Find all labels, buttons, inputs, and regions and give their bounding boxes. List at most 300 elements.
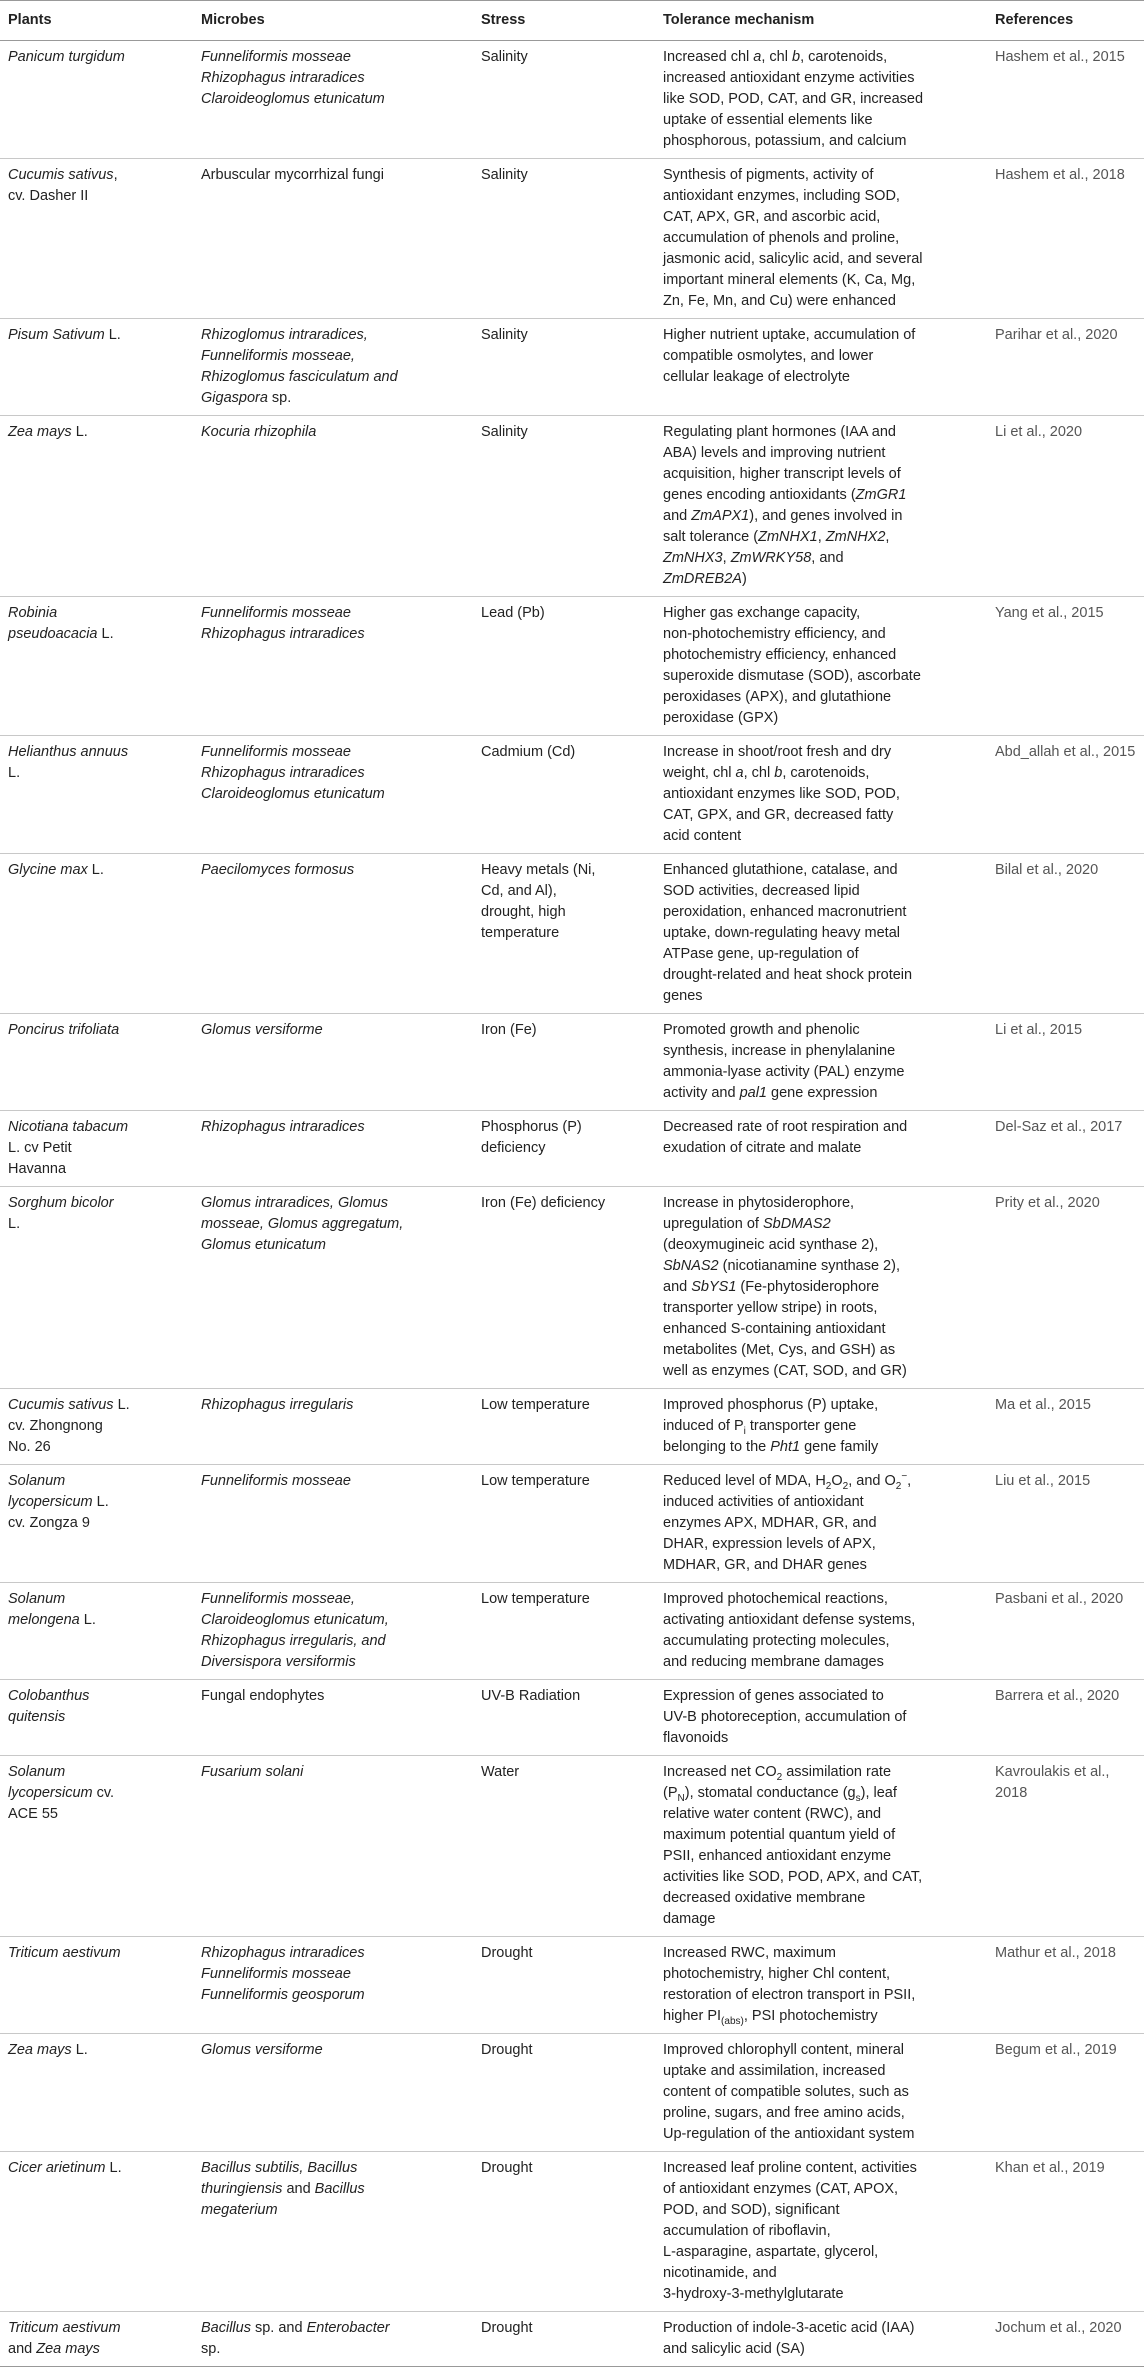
cell-stress-line: Drought bbox=[481, 2042, 533, 2058]
cell-mechanism-line: Higher nutrient uptake, accumulation of bbox=[663, 327, 916, 343]
cell-plant bbox=[0, 1583, 193, 1680]
cell-mechanism-line: synthesis, increase in phenylalanine bbox=[663, 1043, 896, 1059]
cell-plant-line: Triticum aestivum bbox=[8, 1945, 121, 1961]
cell-mechanism-line: POD, and SOD), significant bbox=[663, 2202, 840, 2218]
cell-plant-line: cv. Zhongnong bbox=[8, 1418, 103, 1434]
cell-reference bbox=[987, 1014, 1144, 1111]
cell-microbes bbox=[193, 416, 473, 597]
cell-microbes bbox=[193, 1937, 473, 2034]
cell-reference bbox=[987, 854, 1144, 1014]
cell-reference-line: Bilal et al., 2020 bbox=[995, 862, 1099, 878]
cell-microbes-line: Claroideoglomus etunicatum bbox=[201, 91, 385, 107]
cell-plant-line: cv. Zongza 9 bbox=[8, 1515, 90, 1531]
cell-microbes-line: Rhizophagus intraradices bbox=[201, 626, 365, 642]
cell-mechanism-line: transporter yellow stripe) in roots, bbox=[663, 1300, 878, 1316]
cell-microbes-line: Funneliformis mosseae bbox=[201, 1473, 351, 1489]
cell-plant bbox=[0, 1680, 193, 1756]
cell-plant bbox=[0, 597, 193, 736]
cell-stress-line: Drought bbox=[481, 2320, 533, 2336]
table-row bbox=[0, 1389, 1144, 1465]
cell-mechanism-line: ZmDREB2A) bbox=[663, 571, 747, 587]
cell-stress bbox=[473, 2152, 655, 2312]
cell-mechanism-line: maximum potential quantum yield of bbox=[663, 1827, 896, 1843]
cell-plant-line: L. bbox=[8, 1216, 21, 1232]
cell-plant-line: quitensis bbox=[8, 1709, 66, 1725]
table-row bbox=[0, 2312, 1144, 2367]
cell-mechanism bbox=[655, 1389, 987, 1465]
header-stress: Stress bbox=[473, 1, 655, 41]
cell-microbes-line: Funneliformis geosporum bbox=[201, 1987, 365, 2003]
cell-reference-line: Del-Saz et al., 2017 bbox=[995, 1119, 1123, 1135]
cell-microbes bbox=[193, 1465, 473, 1583]
cell-stress-line: Cd, and Al), bbox=[481, 883, 557, 899]
cell-stress-line: Low temperature bbox=[481, 1591, 590, 1607]
cell-plant-line: lycopersicum L. bbox=[8, 1494, 109, 1510]
cell-mechanism-line: enzymes APX, MDHAR, GR, and bbox=[663, 1515, 877, 1531]
cell-mechanism-line: peroxidation, enhanced macronutrient bbox=[663, 904, 907, 920]
cell-mechanism bbox=[655, 2034, 987, 2152]
cell-mechanism-line: $(P_N)$, stomatal conductance $(g_s)$, leaf bbox=[663, 1785, 897, 1804]
cell-reference bbox=[987, 2312, 1144, 2367]
cell-mechanism-line: PSII, enhanced antioxidant enzyme bbox=[663, 1848, 892, 1864]
cell-mechanism-line: SbNAS2 (nicotianamine synthase 2), bbox=[663, 1258, 900, 1274]
cell-mechanism-line: activities like SOD, POD, APX, and CAT, bbox=[663, 1869, 923, 1885]
cell-mechanism bbox=[655, 1583, 987, 1680]
cell-reference bbox=[987, 319, 1144, 416]
cell-microbes-line: mosseae, Glomus aggregatum, bbox=[201, 1216, 404, 1232]
cell-microbes-line: Arbuscular mycorrhizal fungi bbox=[201, 167, 384, 183]
cell-reference-line: Hashem et al., 2018 bbox=[995, 167, 1125, 183]
cell-microbes-line: thuringiensis and Bacillus bbox=[201, 2181, 365, 2197]
cell-stress bbox=[473, 319, 655, 416]
cell-microbes-line: Diversispora versiformis bbox=[201, 1654, 356, 1670]
cell-microbes-line: Fusarium solani bbox=[201, 1764, 304, 1780]
cell-reference-line: Mathur et al., 2018 bbox=[995, 1945, 1116, 1961]
cell-mechanism bbox=[655, 41, 987, 159]
cell-mechanism-line: compatible osmolytes, and lower bbox=[663, 348, 874, 364]
table-row bbox=[0, 736, 1144, 854]
cell-mechanism-line: uptake, down-regulating heavy metal bbox=[663, 925, 900, 941]
cell-mechanism-line: Improved chlorophyll content, mineral bbox=[663, 2042, 904, 2058]
cell-stress bbox=[473, 41, 655, 159]
cell-mechanism-line: peroxidase (GPX) bbox=[663, 710, 779, 726]
cell-mechanism-line: Increased chl a, chl b, carotenoids, bbox=[663, 49, 888, 65]
cell-microbes-line: Funneliformis mosseae bbox=[201, 605, 351, 621]
cell-mechanism bbox=[655, 2152, 987, 2312]
cell-mechanism-line: Increase in shoot/root fresh and dry bbox=[663, 744, 892, 760]
cell-plant-line: pseudoacacia L. bbox=[8, 626, 114, 642]
cell-reference-line: Hashem et al., 2015 bbox=[995, 49, 1125, 65]
cell-mechanism-line: metabolites (Met, Cys, and GSH) as bbox=[663, 1342, 896, 1358]
cell-plant-line: melongena L. bbox=[8, 1612, 96, 1628]
table-body bbox=[0, 41, 1144, 2367]
cell-mechanism-line: important mineral elements (K, Ca, Mg, bbox=[663, 272, 916, 288]
cell-plant-line: Cucumis sativus, bbox=[8, 167, 118, 183]
cell-stress-line: Water bbox=[481, 1764, 520, 1780]
cell-plant-line: Cucumis sativus L. bbox=[8, 1397, 130, 1413]
cell-plant-line: lycopersicum cv. bbox=[8, 1785, 115, 1801]
cell-reference bbox=[987, 1389, 1144, 1465]
cell-mechanism-line: Increased RWC, maximum bbox=[663, 1945, 836, 1961]
cell-mechanism-line: damage bbox=[663, 1911, 716, 1927]
cell-plant-line: Helianthus annuus bbox=[8, 744, 129, 760]
cell-mechanism-line: ATPase gene, up-regulation of bbox=[663, 946, 859, 962]
cell-mechanism-line: Increased leaf proline content, activities bbox=[663, 2160, 917, 2176]
cell-mechanism-line: activating antioxidant defense systems, bbox=[663, 1612, 916, 1628]
cell-reference-line: Li et al., 2015 bbox=[995, 1022, 1083, 1038]
cell-mechanism bbox=[655, 1014, 987, 1111]
cell-reference bbox=[987, 1680, 1144, 1756]
cell-microbes-line: Claroideoglomus etunicatum bbox=[201, 786, 385, 802]
cell-microbes-line: Rhizophagus irregularis bbox=[201, 1397, 354, 1413]
cell-plant-line: Solanum bbox=[8, 1473, 66, 1489]
cell-plant-line: Triticum aestivum bbox=[8, 2320, 121, 2336]
cell-stress bbox=[473, 736, 655, 854]
cell-mechanism-line: CAT, APX, GR, and ascorbic acid, bbox=[663, 209, 881, 225]
table-row bbox=[0, 854, 1144, 1014]
cell-mechanism-line: jasmonic acid, salicylic acid, and several bbox=[663, 251, 923, 267]
cell-plant-line: Sorghum bicolor bbox=[8, 1195, 114, 1211]
cell-microbes bbox=[193, 1187, 473, 1389]
cell-mechanism bbox=[655, 1680, 987, 1756]
cell-mechanism bbox=[655, 736, 987, 854]
cell-mechanism-line: CAT, GPX, and GR, decreased fatty bbox=[663, 807, 894, 823]
cell-mechanism-line: Increase in phytosiderophore, bbox=[663, 1195, 855, 1211]
table-row bbox=[0, 319, 1144, 416]
cell-stress-line: Phosphorus (P) bbox=[481, 1119, 582, 1135]
cell-reference-line: Pasbani et al., 2020 bbox=[995, 1591, 1124, 1607]
cell-mechanism bbox=[655, 854, 987, 1014]
cell-mechanism-line: accumulation of riboflavin, bbox=[663, 2223, 831, 2239]
cell-mechanism bbox=[655, 2312, 987, 2367]
cell-plant bbox=[0, 1014, 193, 1111]
cell-reference bbox=[987, 41, 1144, 159]
table-row bbox=[0, 159, 1144, 319]
cell-reference-line: Kavroulakis et al., bbox=[995, 1764, 1110, 1780]
cell-mechanism bbox=[655, 597, 987, 736]
cell-mechanism-line: induced activities of antioxidant bbox=[663, 1494, 864, 1510]
cell-mechanism-line: drought-related and heat shock protein bbox=[663, 967, 913, 983]
cell-mechanism-line: photochemistry, higher Chl content, bbox=[663, 1966, 891, 1982]
cell-stress-line: Iron (Fe) deficiency bbox=[481, 1195, 606, 1211]
table-row bbox=[0, 2034, 1144, 2152]
cell-microbes-line: Bacillus subtilis, Bacillus bbox=[201, 2160, 358, 2176]
cell-microbes bbox=[193, 2312, 473, 2367]
cell-plant-line: Zea mays L. bbox=[8, 424, 88, 440]
cell-mechanism-line: accumulating protecting molecules, bbox=[663, 1633, 890, 1649]
cell-stress bbox=[473, 159, 655, 319]
cell-reference bbox=[987, 159, 1144, 319]
cell-mechanism-line: exudation of citrate and malate bbox=[663, 1140, 862, 1156]
cell-plant-line: L. cv Petit bbox=[8, 1140, 72, 1156]
cell-mechanism-line: nicotinamide, and bbox=[663, 2265, 777, 2281]
cell-mechanism-line: genes bbox=[663, 988, 703, 1004]
cell-reference bbox=[987, 1756, 1144, 1937]
cell-microbes-line: Fungal endophytes bbox=[201, 1688, 325, 1704]
cell-mechanism-line: MDHAR, GR, and DHAR genes bbox=[663, 1557, 867, 1573]
cell-microbes bbox=[193, 597, 473, 736]
cell-microbes-line: Glomus versiforme bbox=[201, 2042, 323, 2058]
cell-mechanism-line: L-asparagine, aspartate, glycerol, bbox=[663, 2244, 879, 2260]
cell-plant bbox=[0, 319, 193, 416]
cell-mechanism-line: Regulating plant hormones (IAA and bbox=[663, 424, 896, 440]
cell-plant bbox=[0, 1756, 193, 1937]
cell-plant bbox=[0, 2034, 193, 2152]
cell-mechanism-line: SOD activities, decreased lipid bbox=[663, 883, 860, 899]
cell-mechanism-line: higher $PI_{(abs)}$, PSI photochemistry bbox=[663, 2008, 878, 2027]
cell-mechanism-line: and reducing membrane damages bbox=[663, 1654, 884, 1670]
cell-microbes bbox=[193, 319, 473, 416]
cell-plant-line: L. bbox=[8, 765, 21, 781]
header-references: References bbox=[987, 1, 1144, 41]
cell-stress bbox=[473, 1187, 655, 1389]
cell-mechanism-line: relative water content (RWC), and bbox=[663, 1806, 882, 1822]
cell-reference bbox=[987, 597, 1144, 736]
cell-microbes bbox=[193, 1756, 473, 1937]
cell-stress-line: drought, high bbox=[481, 904, 566, 920]
cell-microbes-line: Claroideoglomus etunicatum, bbox=[201, 1612, 389, 1628]
cell-plant bbox=[0, 1389, 193, 1465]
cell-stress bbox=[473, 1937, 655, 2034]
cell-reference-line: 2018 bbox=[995, 1785, 1028, 1801]
cell-mechanism-line: uptake and assimilation, increased bbox=[663, 2063, 886, 2079]
cell-plant-line: Cicer arietinum L. bbox=[8, 2160, 122, 2176]
cell-plant bbox=[0, 854, 193, 1014]
table-row bbox=[0, 1583, 1144, 1680]
cell-stress bbox=[473, 1111, 655, 1187]
cell-mechanism-line: restoration of electron transport in PSII, bbox=[663, 1987, 916, 2003]
cell-mechanism-line: Higher gas exchange capacity, bbox=[663, 605, 861, 621]
cell-mechanism-line: Production of indole-3-acetic acid (IAA) bbox=[663, 2320, 915, 2336]
cell-plant-line: Panicum turgidum bbox=[8, 49, 125, 65]
cell-reference-line: Prity et al., 2020 bbox=[995, 1195, 1100, 1211]
cell-mechanism-line: Increased net $CO_2$ assimilation rate bbox=[663, 1764, 892, 1783]
cell-reference-line: Yang et al., 2015 bbox=[995, 605, 1104, 621]
cell-microbes bbox=[193, 1583, 473, 1680]
cell-mechanism-line: Reduced level of MDA, $H_2O_2$, and $O_2^-$, bbox=[663, 1471, 912, 1492]
table-row bbox=[0, 1014, 1144, 1111]
header-plants: Plants bbox=[0, 1, 193, 41]
cell-plant-line: Pisum Sativum L. bbox=[8, 327, 121, 343]
header-microbes: Microbes bbox=[193, 1, 473, 41]
cell-mechanism-line: acid content bbox=[663, 828, 742, 844]
cell-microbes-line: Funneliformis mosseae, bbox=[201, 348, 355, 364]
cell-stress-line: Iron (Fe) bbox=[481, 1022, 537, 1038]
cell-microbes-line: Kocuria rhizophila bbox=[201, 424, 317, 440]
cell-reference-line: Barrera et al., 2020 bbox=[995, 1688, 1120, 1704]
cell-microbes-line: Rhizophagus intraradices bbox=[201, 765, 365, 781]
cell-stress bbox=[473, 2034, 655, 2152]
cell-plant bbox=[0, 1465, 193, 1583]
cell-reference bbox=[987, 1187, 1144, 1389]
cell-mechanism-line: antioxidant enzymes like SOD, POD, bbox=[663, 786, 900, 802]
cell-stress bbox=[473, 597, 655, 736]
cell-mechanism-line: decreased oxidative membrane bbox=[663, 1890, 866, 1906]
table-row bbox=[0, 41, 1144, 159]
cell-plant-line: and Zea mays bbox=[8, 2341, 100, 2357]
cell-reference-line: Li et al., 2020 bbox=[995, 424, 1083, 440]
cell-microbes-line: Glomus etunicatum bbox=[201, 1237, 326, 1253]
cell-mechanism-line: (deoxymugineic acid synthase 2), bbox=[663, 1237, 879, 1253]
table-header bbox=[0, 1, 1144, 41]
cell-stress bbox=[473, 854, 655, 1014]
cell-reference bbox=[987, 416, 1144, 597]
cell-plant-line: Zea mays L. bbox=[8, 2042, 88, 2058]
cell-microbes-line: Funneliformis mosseae bbox=[201, 1966, 351, 1982]
cell-stress bbox=[473, 1014, 655, 1111]
cell-stress bbox=[473, 416, 655, 597]
cell-microbes bbox=[193, 41, 473, 159]
cell-microbes bbox=[193, 1389, 473, 1465]
cell-mechanism-line: increased antioxidant enzyme activities bbox=[663, 70, 915, 86]
cell-reference-line: Khan et al., 2019 bbox=[995, 2160, 1105, 2176]
cell-plant bbox=[0, 1187, 193, 1389]
cell-mechanism bbox=[655, 1111, 987, 1187]
table-row bbox=[0, 1937, 1144, 2034]
cell-microbes-line: megaterium bbox=[201, 2202, 278, 2218]
cell-mechanism-line: weight, chl a, chl b, carotenoids, bbox=[663, 765, 870, 781]
cell-mechanism-line: Improved phosphorus (P) uptake, bbox=[663, 1397, 879, 1413]
cell-mechanism-line: Improved photochemical reactions, bbox=[663, 1591, 888, 1607]
cell-reference-line: Liu et al., 2015 bbox=[995, 1473, 1091, 1489]
cell-reference bbox=[987, 1465, 1144, 1583]
cell-mechanism-line: uptake of essential elements like bbox=[663, 112, 873, 128]
cell-reference-line: Begum et al., 2019 bbox=[995, 2042, 1117, 2058]
cell-mechanism-line: 3-hydroxy-3-methylglutarate bbox=[663, 2286, 844, 2302]
cell-plant bbox=[0, 416, 193, 597]
cell-plant bbox=[0, 1111, 193, 1187]
cell-microbes bbox=[193, 1014, 473, 1111]
cell-mechanism-line: upregulation of SbDMAS2 bbox=[663, 1216, 831, 1232]
cell-mechanism bbox=[655, 1756, 987, 1937]
cell-stress-line: Salinity bbox=[481, 424, 528, 440]
cell-microbes-line: Rhizophagus intraradices bbox=[201, 1119, 365, 1135]
cell-mechanism-line: Promoted growth and phenolic bbox=[663, 1022, 860, 1038]
cell-mechanism bbox=[655, 416, 987, 597]
cell-mechanism-line: flavonoids bbox=[663, 1730, 729, 1746]
cell-reference bbox=[987, 1583, 1144, 1680]
cell-stress bbox=[473, 2312, 655, 2367]
cell-mechanism-line: and SbYS1 (Fe-phytosiderophore bbox=[663, 1279, 880, 1295]
cell-reference bbox=[987, 2034, 1144, 2152]
cell-mechanism-line: superoxide dismutase (SOD), ascorbate bbox=[663, 668, 921, 684]
cell-stress-line: Salinity bbox=[481, 327, 528, 343]
cell-mechanism-line: Decreased rate of root respiration and bbox=[663, 1119, 908, 1135]
cell-plant bbox=[0, 159, 193, 319]
cell-mechanism-line: DHAR, expression levels of APX, bbox=[663, 1536, 876, 1552]
cell-mechanism-line: of antioxidant enzymes (CAT, APOX, bbox=[663, 2181, 899, 2197]
cell-stress-line: Lead (Pb) bbox=[481, 605, 545, 621]
cell-mechanism bbox=[655, 159, 987, 319]
cell-microbes-line: Rhizoglomus fasciculatum and bbox=[201, 369, 398, 385]
cell-mechanism-line: cellular leakage of electrolyte bbox=[663, 369, 850, 385]
cell-plant-line: Solanum bbox=[8, 1764, 66, 1780]
cell-plant bbox=[0, 1937, 193, 2034]
cell-stress-line: Drought bbox=[481, 1945, 533, 1961]
cell-mechanism-line: photochemistry efficiency, enhanced bbox=[663, 647, 897, 663]
cell-reference-line: Jochum et al., 2020 bbox=[995, 2320, 1122, 2336]
cell-reference-line: Parihar et al., 2020 bbox=[995, 327, 1118, 343]
cell-mechanism-line: induced of $P_i$ transporter gene bbox=[663, 1418, 857, 1437]
cell-mechanism-line: phosphorous, potassium, and calcium bbox=[663, 133, 907, 149]
cell-microbes-line: Rhizophagus irregularis, and bbox=[201, 1633, 386, 1649]
cell-mechanism-line: enhanced S-containing antioxidant bbox=[663, 1321, 886, 1337]
cell-reference bbox=[987, 1937, 1144, 2034]
cell-microbes-line: Glomus versiforme bbox=[201, 1022, 323, 1038]
cell-plant-line: Nicotiana tabacum bbox=[8, 1119, 129, 1135]
cell-stress bbox=[473, 1680, 655, 1756]
cell-mechanism bbox=[655, 319, 987, 416]
cell-mechanism-line: and ZmAPX1), and genes involved in bbox=[663, 508, 903, 524]
cell-microbes-line: Bacillus sp. and Enterobacter bbox=[201, 2320, 390, 2336]
cell-mechanism-line: Expression of genes associated to bbox=[663, 1688, 884, 1704]
cell-microbes bbox=[193, 159, 473, 319]
cell-mechanism-line: belonging to the Pht1 gene family bbox=[663, 1439, 879, 1455]
cell-microbes-line: Funneliformis mosseae bbox=[201, 49, 351, 65]
cell-mechanism-line: ZmNHX3, ZmWRKY58, and bbox=[663, 550, 844, 566]
cell-mechanism bbox=[655, 1187, 987, 1389]
cell-plant-line: Colobanthus bbox=[8, 1688, 90, 1704]
table-row bbox=[0, 597, 1144, 736]
cell-plant-line: ACE 55 bbox=[8, 1806, 58, 1822]
table-row bbox=[0, 2152, 1144, 2312]
cell-plant-line: Robinia bbox=[8, 605, 58, 621]
cell-mechanism-line: accumulation of phenols and proline, bbox=[663, 230, 900, 246]
cell-stress-line: Low temperature bbox=[481, 1397, 590, 1413]
table-row bbox=[0, 1465, 1144, 1583]
cell-microbes bbox=[193, 854, 473, 1014]
cell-plant-line: Poncirus trifoliata bbox=[8, 1022, 120, 1038]
cell-stress-line: Low temperature bbox=[481, 1473, 590, 1489]
cell-mechanism-line: Up-regulation of the antioxidant system bbox=[663, 2126, 915, 2142]
cell-mechanism-line: ABA) levels and improving nutrient bbox=[663, 445, 886, 461]
cell-microbes bbox=[193, 736, 473, 854]
cell-microbes-line: sp. bbox=[201, 2341, 221, 2357]
cell-stress bbox=[473, 1465, 655, 1583]
cell-mechanism-line: like SOD, POD, CAT, and GR, increased bbox=[663, 91, 924, 107]
cell-stress-line: Cadmium (Cd) bbox=[481, 744, 576, 760]
cell-stress-line: Salinity bbox=[481, 49, 528, 65]
cell-microbes bbox=[193, 1111, 473, 1187]
cell-stress-line: UV-B Radiation bbox=[481, 1688, 581, 1704]
cell-stress-line: Salinity bbox=[481, 167, 528, 183]
cell-plant-line: Solanum bbox=[8, 1591, 66, 1607]
cell-plant-line: Glycine max L. bbox=[8, 862, 104, 878]
cell-microbes bbox=[193, 1680, 473, 1756]
cell-microbes-line: Rhizoglomus intraradices, bbox=[201, 327, 368, 343]
table-row bbox=[0, 416, 1144, 597]
cell-microbes-line: Funneliformis mosseae bbox=[201, 744, 351, 760]
cell-stress-line: Drought bbox=[481, 2160, 533, 2176]
cell-mechanism-line: genes encoding antioxidants (ZmGR1 bbox=[663, 487, 907, 503]
cell-mechanism-line: and salicylic acid (SA) bbox=[663, 2341, 805, 2357]
cell-stress-line: Heavy metals (Ni, bbox=[481, 862, 596, 878]
cell-microbes-line: Funneliformis mosseae, bbox=[201, 1591, 355, 1607]
cell-stress bbox=[473, 1756, 655, 1937]
cell-microbes-line: Rhizophagus intraradices bbox=[201, 70, 365, 86]
table-row bbox=[0, 1187, 1144, 1389]
cell-reference-line: Ma et al., 2015 bbox=[995, 1397, 1091, 1413]
cell-mechanism-line: antioxidant enzymes, including SOD, bbox=[663, 188, 900, 204]
cell-plant-line: No. 26 bbox=[8, 1439, 51, 1455]
cell-plant bbox=[0, 41, 193, 159]
cell-stress bbox=[473, 1583, 655, 1680]
cell-microbes-line: Paecilomyces formosus bbox=[201, 862, 355, 878]
cell-mechanism-line: proline, sugars, and free amino acids, bbox=[663, 2105, 905, 2121]
cell-mechanism-line: peroxidases (APX), and glutathione bbox=[663, 689, 892, 705]
cell-reference-line: Abd_allah et al., 2015 bbox=[995, 744, 1136, 760]
cell-mechanism-line: activity and pal1 gene expression bbox=[663, 1085, 878, 1101]
